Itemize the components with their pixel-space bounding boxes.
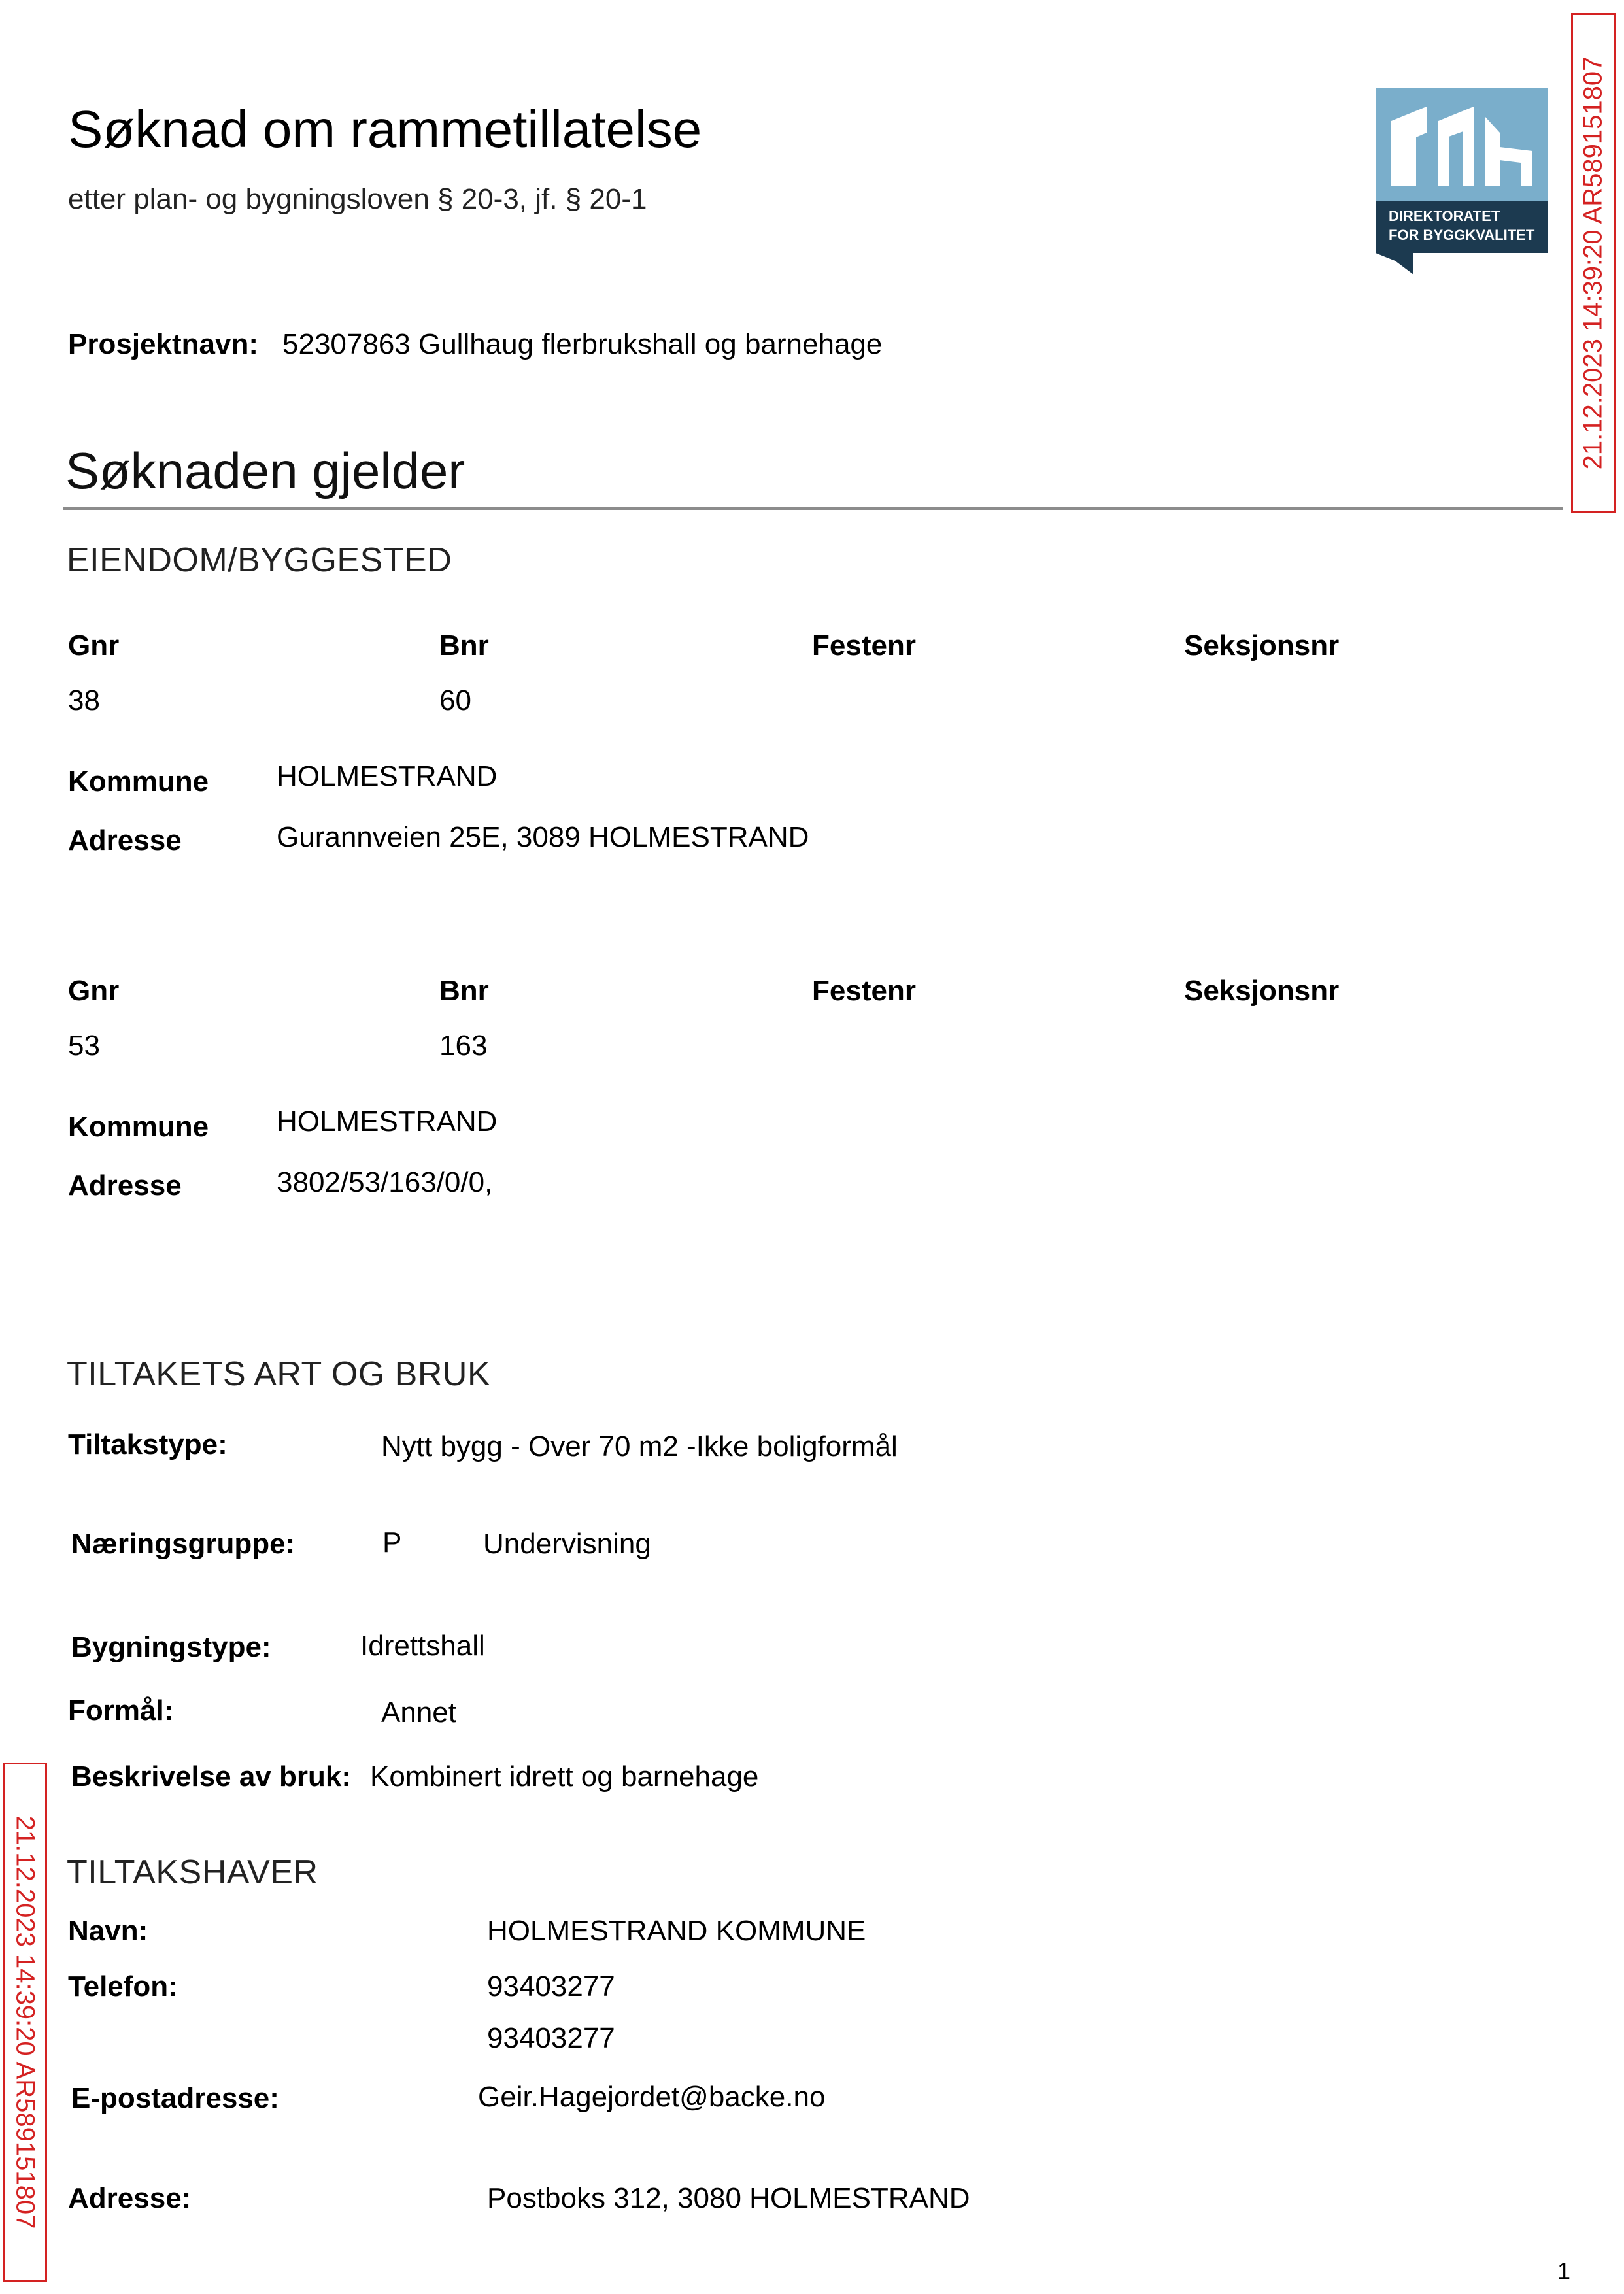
column-header-festenr: Festenr	[812, 975, 916, 1007]
column-header-gnr: Gnr	[68, 975, 120, 1007]
dibk-logo	[1376, 88, 1548, 278]
formal-value: Annet	[381, 1696, 456, 1729]
beskrivelse-label: Beskrivelse av bruk:	[71, 1761, 352, 1793]
kommune-label: Kommune	[68, 766, 209, 798]
naeringsgruppe-value: Undervisning	[483, 1528, 651, 1560]
navn-label: Navn:	[68, 1915, 148, 1947]
naeringsgruppe-label: Næringsgruppe:	[71, 1528, 296, 1560]
bnr-value: 163	[439, 1030, 488, 1062]
property-heading: EIENDOM/BYGGESTED	[67, 541, 452, 579]
epost-value: Geir.Hagejordet@backe.no	[478, 2081, 826, 2113]
adresse-value: 3802/53/163/0/0,	[277, 1166, 493, 1198]
page-subtitle: etter plan- og bygningsloven § 20-3, jf. § 20-1	[68, 183, 647, 215]
date-stamp-text: 21.12.2023 14:39:20 AR589151807	[1578, 56, 1608, 469]
date-stamp-right	[1571, 13, 1616, 513]
page-title: Søknad om rammetillatelse	[68, 100, 702, 158]
tiltakshaver-heading: TILTAKSHAVER	[67, 1853, 318, 1891]
tiltakstype-label: Tiltakstype:	[68, 1428, 228, 1460]
kommune-value: HOLMESTRAND	[277, 1105, 498, 1138]
column-header-gnr: Gnr	[68, 630, 120, 662]
kommune-label: Kommune	[68, 1111, 209, 1143]
column-header-seksjonsnr: Seksjonsnr	[1184, 630, 1340, 662]
adresse-value: Gurannveien 25E, 3089 HOLMESTRAND	[277, 821, 809, 853]
bygningstype-value: Idrettshall	[360, 1630, 485, 1662]
logo-graphic	[1376, 88, 1548, 278]
section-title: Søknaden gjelder	[65, 442, 465, 499]
svg-text:DIREKTORATET: DIREKTORATET	[1389, 208, 1500, 224]
svg-text:FOR BYGGKVALITET: FOR BYGGKVALITET	[1389, 227, 1535, 243]
beskrivelse-value: Kombinert idrett og barnehage	[370, 1761, 759, 1793]
column-header-bnr: Bnr	[439, 630, 489, 662]
formal-label: Formål:	[68, 1695, 174, 1727]
date-stamp-left	[3, 1763, 47, 2282]
tiltakstype-value: Nytt bygg - Over 70 m2 -Ikke boligformål	[381, 1430, 898, 1462]
column-header-bnr: Bnr	[439, 975, 489, 1007]
kommune-value: HOLMESTRAND	[277, 760, 498, 792]
adresse-label: Adresse	[68, 824, 182, 856]
section-divider	[63, 507, 1563, 510]
adresse-value: Postboks 312, 3080 HOLMESTRAND	[487, 2182, 970, 2214]
tiltak-heading: TILTAKETS ART OG BRUK	[67, 1355, 491, 1393]
adresse-label: Adresse	[68, 1170, 182, 1202]
telefon-value: 93403277	[487, 2022, 615, 2054]
project-label: Prosjektnavn:	[68, 328, 258, 360]
gnr-value: 53	[68, 1030, 100, 1062]
telefon-value: 93403277	[487, 1970, 615, 2002]
date-stamp-text: 21.12.2023 14:39:20 AR589151807	[10, 1815, 40, 2229]
page-number: 1	[1557, 2257, 1571, 2284]
adresse-label: Adresse:	[68, 2182, 192, 2214]
column-header-seksjonsnr: Seksjonsnr	[1184, 975, 1340, 1007]
gnr-value: 38	[68, 684, 100, 717]
bnr-value: 60	[439, 684, 471, 717]
column-header-festenr: Festenr	[812, 630, 916, 662]
epost-label: E-postadresse:	[71, 2082, 279, 2114]
bygningstype-label: Bygningstype:	[71, 1631, 271, 1663]
telefon-label: Telefon:	[68, 1970, 178, 2002]
navn-value: HOLMESTRAND KOMMUNE	[487, 1915, 866, 1947]
project-value: 52307863 Gullhaug flerbrukshall og barnehage	[282, 328, 883, 360]
naeringsgruppe-code: P	[382, 1527, 402, 1559]
